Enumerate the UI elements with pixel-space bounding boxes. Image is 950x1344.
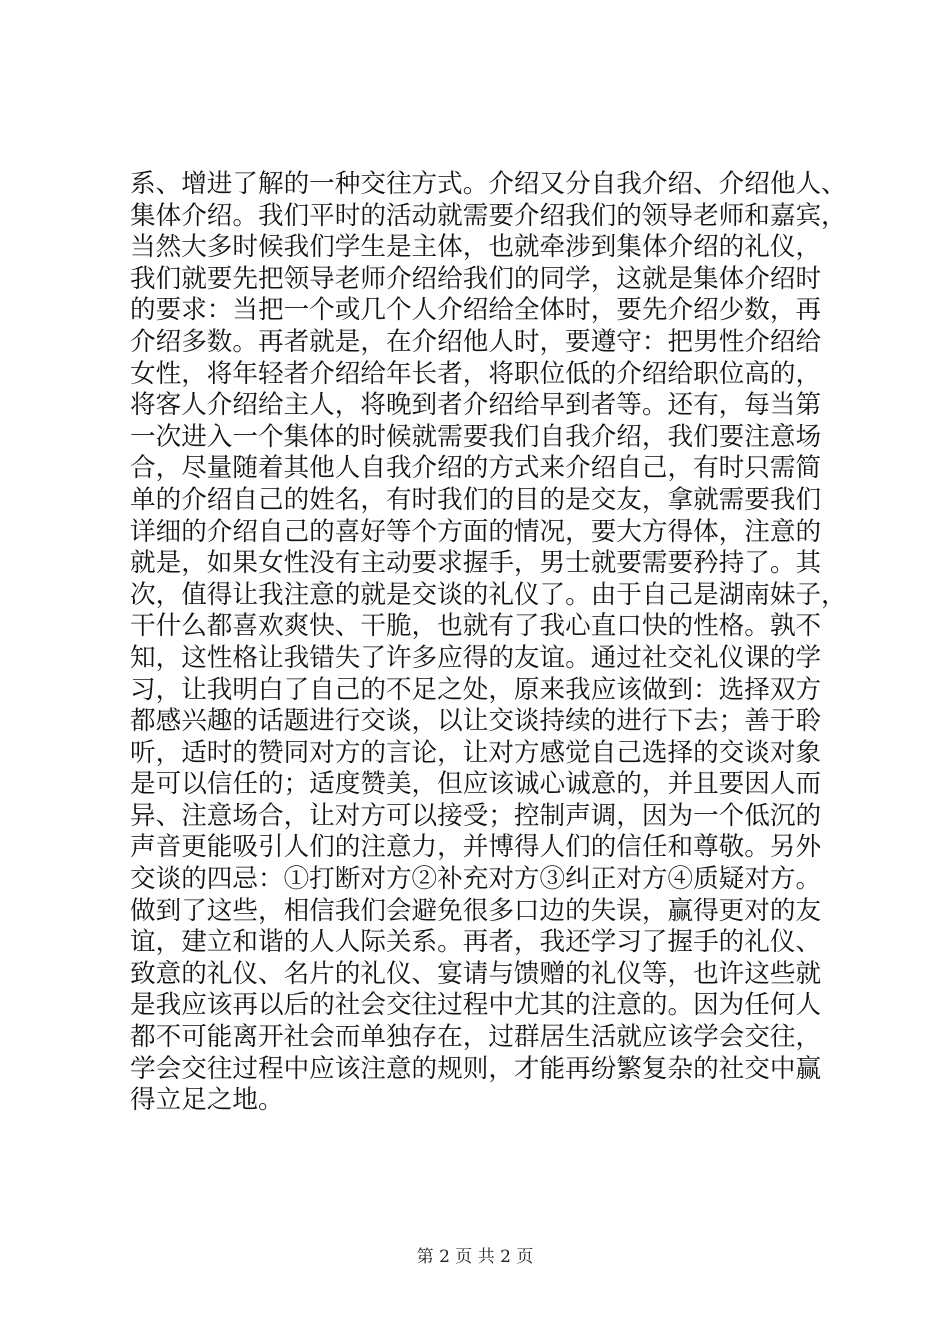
text-line: 一次进入一个集体的时候就需要我们自我介绍，我们要注意场	[130, 421, 822, 452]
text-line: 异、注意场合，让对方可以接受；控制声调，因为一个低沉的	[130, 800, 822, 831]
text-line: 都感兴趣的话题进行交谈，以让交谈持续的进行下去；善于聆	[130, 706, 822, 737]
page-number-footer: 第 2 页 共 2 页	[416, 1247, 534, 1267]
text-line: 介绍多数。再者就是，在介绍他人时，要遵守：把男性介绍给	[130, 326, 822, 357]
text-line: 单的介绍自己的姓名，有时我们的目的是交友，拿就需要我们	[130, 484, 822, 515]
text-line: 声音更能吸引人们的注意力，并博得人们的信任和尊敬。另外	[130, 832, 822, 863]
text-line: 我们就要先把领导老师介绍给我们的同学，这就是集体介绍时	[130, 263, 822, 294]
text-line: 习，让我明白了自己的不足之处，原来我应该做到：选择双方	[130, 674, 822, 705]
text-line: 合，尽量随着其他人自我介绍的方式来介绍自己，有时只需简	[130, 453, 822, 484]
text-line: 干什么都喜欢爽快、干脆，也就有了我心直口快的性格。孰不	[130, 611, 822, 642]
text-line: 就是，如果女性没有主动要求握手，男士就要需要矜持了。其	[130, 548, 822, 579]
text-line: 都不可能离开社会而单独存在，过群居生活就应该学会交往，	[130, 1022, 822, 1053]
text-line: 当然大多时候我们学生是主体，也就牵涉到集体介绍的礼仪，	[130, 232, 822, 263]
text-line: 做到了这些，相信我们会避免很多口边的失误，赢得更对的友	[130, 895, 822, 926]
text-line: 知，这性格让我错失了许多应得的友谊。通过社交礼仪课的学	[130, 642, 822, 673]
text-line: 将客人介绍给主人，将晚到者介绍给早到者等。还有，每当第	[130, 390, 822, 421]
text-line: 交谈的四忌：①打断对方②补充对方③纠正对方④质疑对方。	[130, 864, 822, 895]
text-line: 系、增进了解的一种交往方式。介绍又分自我介绍、介绍他人、	[130, 169, 847, 199]
text-line: 学会交往过程中应该注意的规则，才能再纷繁复杂的社交中赢	[130, 1053, 822, 1084]
text-line: 集体介绍。我们平时的活动就需要介绍我们的领导老师和嘉宾，	[130, 200, 847, 231]
text-line: 详细的介绍自己的喜好等个方面的情况，要大方得体，注意的	[130, 516, 822, 547]
text-line: 致意的礼仪、名片的礼仪、宴请与馈赠的礼仪等，也许这些就	[130, 958, 822, 989]
text-line: 的要求：当把一个或几个人介绍给全体时，要先介绍少数，再	[130, 295, 822, 326]
text-line: 是可以信任的；适度赞美，但应该诚心诚意的，并且要因人而	[130, 769, 822, 800]
body-paragraph	[130, 169, 850, 1117]
text-line: 女性，将年轻者介绍给年长者，将职位低的介绍给职位高的，	[130, 358, 822, 389]
text-line: 谊，建立和谐的人人际关系。再者，我还学习了握手的礼仪、	[130, 927, 822, 958]
text-line: 次，值得让我注意的就是交谈的礼仪了。由于自己是湖南妹子，	[130, 579, 847, 610]
text-line: 听，适时的赞同对方的言论，让对方感觉自己选择的交谈对象	[130, 737, 822, 768]
text-line: 得立足之地。	[130, 1085, 284, 1116]
text-line: 是我应该再以后的社会交往过程中尤其的注意的。因为任何人	[130, 990, 822, 1021]
